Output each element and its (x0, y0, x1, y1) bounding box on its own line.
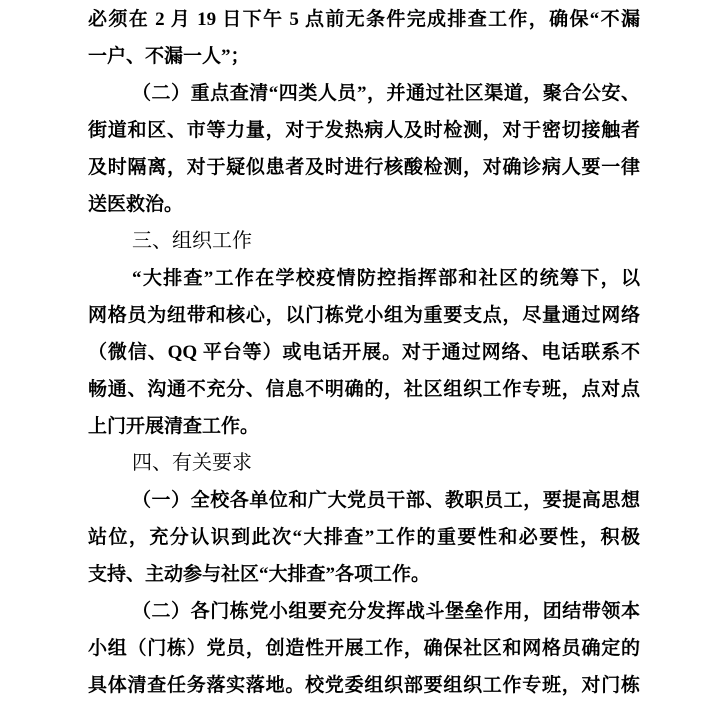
document-line: 及时隔离，对于疑似患者及时进行核酸检测，对确诊病人要一律 (88, 157, 640, 178)
document-line: 送医救治。 (88, 194, 184, 215)
document-line: 上门开展清查工作。 (88, 416, 260, 437)
document-page (88, 0, 640, 704)
document-line: “大排查”工作在学校疫情防控指挥部和社区的统筹下，以 (132, 268, 640, 289)
document-line: （二）各门栋党小组要充分发挥战斗堡垒作用，团结带领本 (132, 601, 640, 622)
document-line: 站位，充分认识到此次“大排查”工作的重要性和必要性，积极 (88, 527, 640, 548)
document-line: （一）全校各单位和广大党员干部、教职员工，要提高思想 (132, 490, 640, 511)
section-heading: 四、有关要求 (132, 452, 252, 474)
document-line: （二）重点查清“四类人员”，并通过社区渠道，聚合公安、 (132, 83, 640, 104)
document-line: 必须在 2 月 19 日下午 5 点前无条件完成排查工作，确保“不漏 (88, 9, 640, 30)
document-line: 小组（门栋）党员，创造性开展工作，确保社区和网格员确定的 (88, 638, 640, 659)
document-line: 街道和区、市等力量，对于发热病人及时检测，对于密切接触者 (88, 120, 640, 141)
document-line: （微信、QQ 平台等）或电话开展。对于通过网络、电话联系不 (88, 342, 640, 363)
document-line: 畅通、沟通不充分、信息不明确的，社区组织工作专班，点对点 (88, 379, 640, 400)
document-line: 具体清查任务落实落地。校党委组织部要组织工作专班，对门栋 (88, 675, 640, 696)
document-line: 一户、不漏一人”； (88, 46, 250, 67)
document-line: 网格员为纽带和核心，以门栋党小组为重要支点，尽量通过网络 (88, 305, 640, 326)
section-heading: 三、组织工作 (132, 230, 252, 252)
document-line: 支持、主动参与社区“大排查”各项工作。 (88, 564, 431, 585)
